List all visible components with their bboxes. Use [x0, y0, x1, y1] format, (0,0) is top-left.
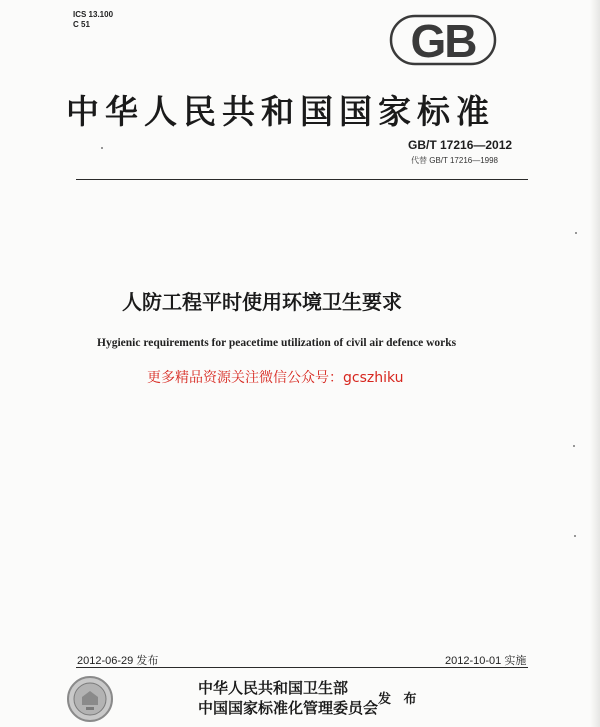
scan-speck	[574, 535, 576, 537]
issuing-authorities	[198, 678, 378, 718]
promo-watermark-text: 更多精品资源关注微信公众号：gcszhiku	[147, 370, 404, 386]
standard-number: GB/T 17216—2012	[408, 138, 513, 152]
header-divider	[76, 179, 528, 180]
issue-date: 2012-06-29 发布	[77, 655, 159, 667]
classification-codes	[73, 10, 113, 30]
issuer-ministry-of-health: 中华人民共和国卫生部	[198, 679, 349, 697]
issuer-sac: 中国国家标准化管理委员会	[198, 699, 379, 717]
ccs-code: C 51	[73, 20, 90, 29]
document-title-en: Hygienic requirements for peacetime utilization of civil air defence works	[97, 337, 457, 349]
implementation-date: 2012-10-01 实施	[445, 655, 527, 667]
scan-speck	[575, 232, 577, 234]
ics-code: ICS 13.100	[73, 10, 114, 19]
scan-speck	[573, 445, 575, 447]
gb-logo-text: GB	[410, 15, 476, 67]
publish-label: 发 布	[378, 692, 421, 707]
document-title-cn: 人防工程平时使用环境卫生要求	[122, 290, 402, 314]
footer-divider	[76, 667, 528, 668]
scan-edge-shadow	[590, 0, 600, 727]
replaces-standard: 代替 GB/T 17216—1998	[411, 156, 499, 165]
gb-logo	[385, 12, 505, 70]
seal-stamp-icon	[66, 675, 114, 723]
scan-speck	[101, 147, 103, 149]
national-standard-title: 中华人民共和国国家标准	[66, 92, 495, 131]
